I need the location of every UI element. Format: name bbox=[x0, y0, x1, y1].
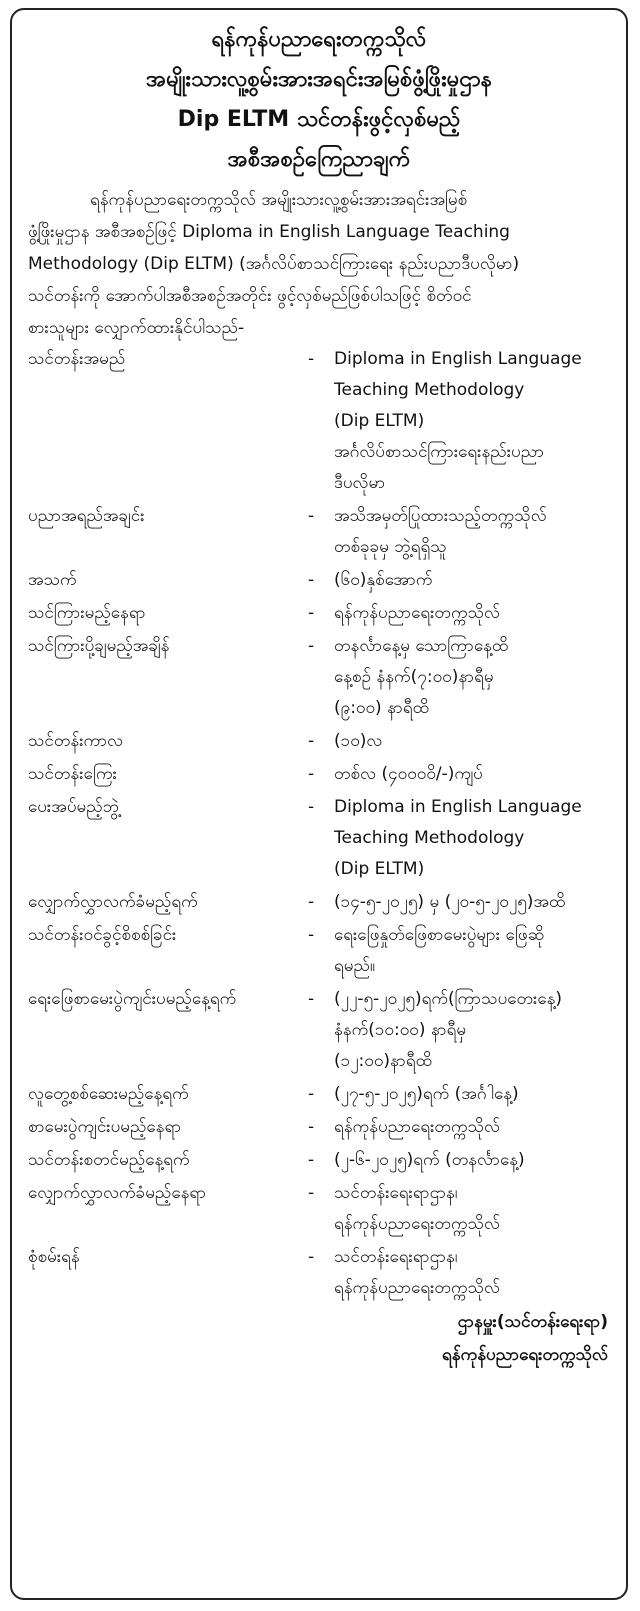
detail-row bbox=[12, 1178, 626, 1240]
detail-value-line: (၁၀)လ bbox=[334, 731, 383, 751]
detail-label: သင်တန်းကာလ bbox=[28, 731, 124, 751]
detail-label: သင်တန်းစတင်မည့်နေ့ရက် bbox=[28, 1150, 190, 1170]
detail-row bbox=[12, 1079, 626, 1110]
detail-label: လူတွေ့စစ်ဆေးမည့်နေ့ရက် bbox=[28, 1084, 189, 1104]
detail-label: စုံစမ်းရန် bbox=[28, 1247, 80, 1267]
detail-value bbox=[334, 631, 626, 724]
detail-value bbox=[334, 1079, 626, 1110]
detail-value-line: ရန်ကုန်ပညာရေးတက္ကသိုလ် bbox=[334, 1278, 500, 1298]
detail-value-line: Teaching Methodology bbox=[334, 828, 525, 848]
detail-row bbox=[12, 792, 626, 885]
detail-dash: - bbox=[308, 892, 315, 912]
detail-value bbox=[334, 501, 626, 563]
detail-value-line: ရန်ကုန်ပညာရေးတက္ကသိုလ် bbox=[334, 603, 500, 623]
detail-dash: - bbox=[308, 603, 315, 623]
notice-frame bbox=[10, 8, 628, 1600]
detail-value bbox=[334, 759, 626, 790]
detail-value bbox=[334, 1242, 626, 1304]
detail-row bbox=[12, 1242, 626, 1304]
detail-value-line: (၂၂-၅-၂၀၂၅)ရက်(ကြာသပတေးနေ့) bbox=[334, 989, 563, 1009]
detail-row bbox=[12, 565, 626, 596]
detail-row bbox=[12, 344, 626, 499]
detail-value-line: တနင်္လာနေ့မှ သောကြာနေ့ထိ bbox=[334, 636, 509, 656]
detail-dash: - bbox=[308, 989, 315, 1009]
detail-label: ပညာအရည်အချင်း bbox=[28, 506, 145, 526]
intro-line: Methodology (Dip ELTM) (အင်္ဂလိပ်စာသင်ကြားရေး နည်းပညာဒီပလိုမာ) bbox=[28, 254, 520, 274]
detail-value-line: (၁၂:၀၀)နာရီထိ bbox=[334, 1051, 433, 1071]
detail-value-line: ရန်ကုန်ပညာရေးတက္ကသိုလ် bbox=[334, 1117, 500, 1137]
detail-dash: - bbox=[308, 636, 315, 656]
detail-value-line: ရန်ကုန်ပညာရေးတက္ကသိုလ် bbox=[334, 1214, 500, 1234]
intro-line: စားသူများ လျှောက်ထားနိုင်ပါသည်- bbox=[28, 318, 245, 338]
detail-value-line: (၁၄-၅-၂၀၂၅) မှ (၂၀-၅-၂၀၂၅)အထိ bbox=[334, 892, 566, 912]
details-list bbox=[12, 344, 626, 1304]
detail-label: စာမေးပွဲကျင်းပမည့်နေရာ bbox=[28, 1117, 182, 1137]
detail-value bbox=[334, 565, 626, 596]
intro-line: သင်တန်းကို အောက်ပါအစီအစဉ်အတိုင်း ဖွင့်လှစ်မည်ဖြစ်ပါသဖြင့် စိတ်ဝင် bbox=[28, 286, 472, 306]
detail-label: ရေးဖြေစာမေးပွဲကျင်းပမည့်နေ့ရက် bbox=[28, 989, 237, 1009]
intro-paragraph bbox=[12, 184, 626, 344]
detail-value-line: (Dip ELTM) bbox=[334, 859, 425, 879]
detail-row bbox=[12, 759, 626, 790]
detail-value-line: Diploma in English Language bbox=[334, 349, 582, 369]
detail-value-line: နံနက်(၁၀:၀၀) နာရီမှ bbox=[334, 1020, 467, 1040]
detail-label: သင်ကြားပို့ချမည့်အချိန် bbox=[28, 636, 170, 656]
detail-row bbox=[12, 1112, 626, 1143]
detail-value-line: ဒီပလိုမာ bbox=[334, 473, 386, 493]
detail-dash: - bbox=[308, 1247, 315, 1267]
detail-label: သင်တန်းကြေး bbox=[28, 764, 117, 784]
detail-label: ပေးအပ်မည့်ဘွဲ့ bbox=[28, 797, 120, 817]
detail-value bbox=[334, 598, 626, 629]
detail-value-line: တစ်လ (၄၀၀၀၀ိ/-)ကျပ် bbox=[334, 764, 483, 784]
detail-value-line: (၉:၀၀) နာရီထိ bbox=[334, 698, 430, 718]
detail-value-line: Diploma in English Language bbox=[334, 797, 582, 817]
detail-value bbox=[334, 726, 626, 757]
detail-label: လျှောက်လွှာလက်ခံမည့်နေရာ bbox=[28, 1183, 207, 1203]
detail-dash: - bbox=[308, 797, 315, 817]
detail-value bbox=[334, 344, 626, 499]
detail-row bbox=[12, 920, 626, 982]
detail-value-line: သင်တန်းရေးရာဌာန၊ bbox=[334, 1247, 458, 1267]
intro-line: ရန်ကုန်ပညာရေးတက္ကသိုလ် အမျိုးသားလူ့စွမ်းအားအရင်းအမြစ် bbox=[90, 190, 468, 210]
detail-row bbox=[12, 726, 626, 757]
detail-value-line: အသိအမှတ်ပြုထားသည့်တက္ကသိုလ် bbox=[334, 506, 547, 526]
title-course: Dip ELTM သင်တန်းဖွင့်လှစ်မည့် bbox=[177, 107, 461, 132]
title-university: ရန်ကုန်ပညာရေးတက္ကသိုလ် bbox=[211, 27, 427, 52]
detail-row bbox=[12, 887, 626, 918]
detail-value-line: ရမည်။ bbox=[334, 956, 376, 976]
detail-dash: - bbox=[308, 1084, 315, 1104]
detail-label: သင်ကြားမည့်နေရာ bbox=[28, 603, 146, 623]
detail-dash: - bbox=[308, 731, 315, 751]
detail-value-line: နေ့စဉ် နံနက်(၇:၀၀)နာရီမှ bbox=[334, 667, 494, 687]
detail-label: သင်တန်းဝင်ခွင့်စိစစ်ခြင်း bbox=[28, 925, 177, 945]
detail-row bbox=[12, 984, 626, 1077]
intro-line: ဖွံ့ဖြိုးမှုဌာန အစီအစဉ်ဖြင့် Diploma in English Language Teaching bbox=[28, 222, 510, 242]
detail-value-line: (Dip ELTM) bbox=[334, 411, 425, 431]
title-announcement: အစီအစဉ်ကြေညာချက် bbox=[227, 147, 411, 172]
detail-value-line: အင်္ဂလိပ်စာသင်ကြားရေးနည်းပညာ bbox=[334, 442, 545, 462]
detail-value-line: တစ်ခုခုမှ ဘွဲ့ရရှိသူ bbox=[334, 537, 447, 557]
detail-value bbox=[334, 792, 626, 885]
detail-row bbox=[12, 501, 626, 563]
detail-label: လျှောက်လွှာလက်ခံမည့်ရက် bbox=[28, 892, 198, 912]
detail-value-line: ရေးဖြေနှုတ်ဖြေစာမေးပွဲများ ဖြေဆို bbox=[334, 925, 545, 945]
detail-value bbox=[334, 1178, 626, 1240]
detail-dash: - bbox=[308, 1150, 315, 1170]
detail-row bbox=[12, 1145, 626, 1176]
signature-title: ဌာနမှူး(သင်တန်းရေးရာ) bbox=[457, 1312, 608, 1332]
title-block bbox=[12, 10, 626, 180]
detail-value-line: Teaching Methodology bbox=[334, 380, 525, 400]
detail-dash: - bbox=[308, 349, 315, 369]
detail-value bbox=[334, 1112, 626, 1143]
detail-value-line: (၆၀)နှစ်အောက် bbox=[334, 570, 433, 590]
signature-university: ရန်ကုန်ပညာရေးတက္ကသိုလ် bbox=[442, 1345, 608, 1365]
detail-dash: - bbox=[308, 570, 315, 590]
detail-value-line: (၂၇-၅-၂၀၂၅)ရက် (အင်္ဂါနေ့) bbox=[334, 1084, 519, 1104]
detail-value-line: (၂-၆-၂၀၂၅)ရက် (တနင်္လာနေ့) bbox=[334, 1150, 525, 1170]
detail-value bbox=[334, 1145, 626, 1176]
detail-row bbox=[12, 598, 626, 629]
detail-dash: - bbox=[308, 506, 315, 526]
detail-label: သင်တန်းအမည် bbox=[28, 349, 126, 369]
detail-dash: - bbox=[308, 1183, 315, 1203]
detail-dash: - bbox=[308, 764, 315, 784]
detail-row bbox=[12, 631, 626, 724]
detail-value bbox=[334, 984, 626, 1077]
signature-block bbox=[12, 1306, 626, 1372]
title-department: အမျိုးသားလူ့စွမ်းအားအရင်းအမြစ်ဖွံ့ဖြိုးမှုဌာန bbox=[146, 67, 492, 92]
detail-value-line: သင်တန်းရေးရာဌာန၊ bbox=[334, 1183, 458, 1203]
detail-value bbox=[334, 920, 626, 982]
detail-dash: - bbox=[308, 925, 315, 945]
detail-label: အသက် bbox=[28, 570, 77, 590]
detail-dash: - bbox=[308, 1117, 315, 1137]
detail-value bbox=[334, 887, 626, 918]
